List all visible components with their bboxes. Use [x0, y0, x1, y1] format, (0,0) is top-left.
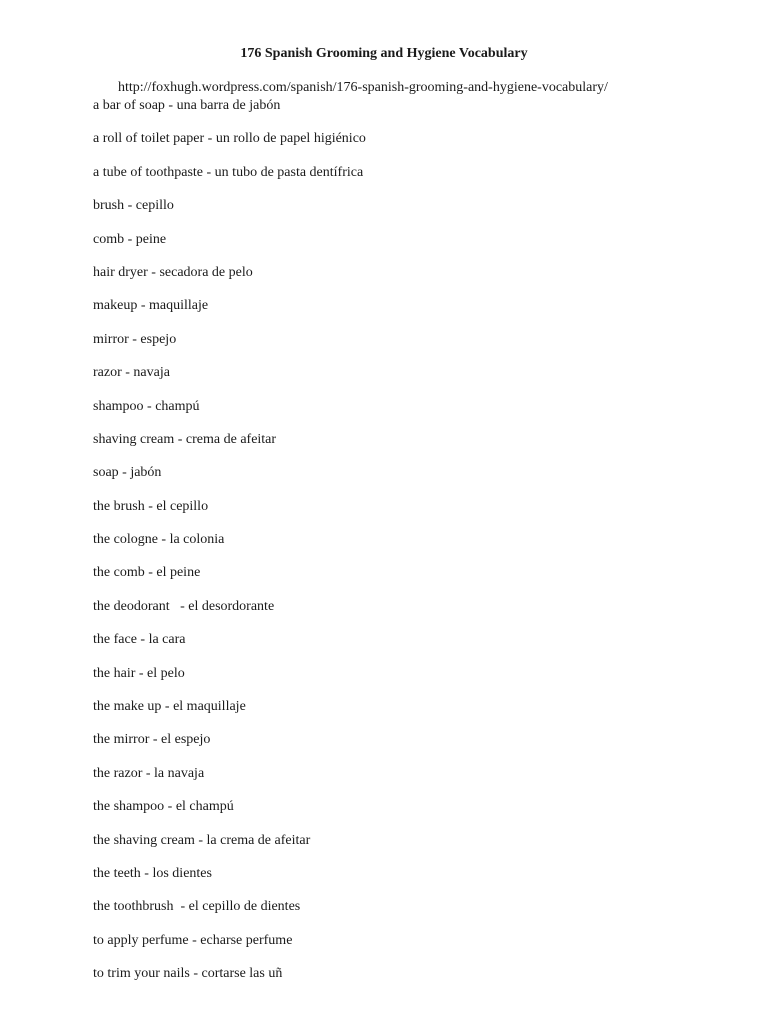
vocabulary-entry: the deodorant - el desordorante [93, 598, 275, 614]
vocabulary-entry: shampoo - champú [93, 398, 200, 414]
vocabulary-entry: a tube of toothpaste - un tubo de pasta dentífrica [93, 164, 364, 180]
vocabulary-entry: the face - la cara [93, 632, 186, 648]
vocabulary-entry: the mirror - el espejo [93, 732, 211, 748]
vocabulary-entry: a roll of toilet paper - un rollo de papel higiénico [93, 131, 366, 147]
vocabulary-entry: the teeth - los dientes [93, 865, 212, 881]
vocabulary-entry: to trim your nails - cortarse las uñ [93, 966, 283, 982]
vocabulary-entry: soap - jabón [93, 465, 162, 481]
vocabulary-entry: the shaving cream - la crema de afeitar [93, 832, 311, 848]
vocabulary-entry: the razor - la navaja [93, 765, 205, 781]
vocabulary-entry: the shampoo - el champú [93, 799, 234, 815]
vocabulary-entry: mirror - espejo [93, 331, 177, 347]
vocabulary-list [93, 97, 366, 999]
vocabulary-entry: makeup - maquillaje [93, 298, 209, 314]
vocabulary-entry: hair dryer - secadora de pelo [93, 264, 253, 280]
vocabulary-entry: the comb - el peine [93, 565, 201, 581]
vocabulary-entry: the brush - el cepillo [93, 498, 209, 514]
vocabulary-entry: the cologne - la colonia [93, 532, 225, 548]
vocabulary-entry: the hair - el pelo [93, 665, 185, 681]
vocabulary-entry: comb - peine [93, 231, 167, 247]
source-url: http://foxhugh.wordpress.com/spanish/176-spanish-grooming-and-hygiene-vocabulary/ [118, 80, 608, 95]
vocabulary-entry: a bar of soap - una barra de jabón [93, 98, 281, 113]
vocabulary-entry: the toothbrush - el cepillo de dientes [93, 899, 301, 915]
vocabulary-entry: to apply perfume - echarse perfume [93, 932, 293, 948]
document-title: 176 Spanish Grooming and Hygiene Vocabulary [240, 46, 528, 61]
vocabulary-entry: brush - cepillo [93, 198, 174, 214]
vocabulary-entry: shaving cream - crema de afeitar [93, 431, 277, 447]
vocabulary-entry: the make up - el maquillaje [93, 699, 246, 715]
vocabulary-entry: razor - navaja [93, 365, 170, 381]
